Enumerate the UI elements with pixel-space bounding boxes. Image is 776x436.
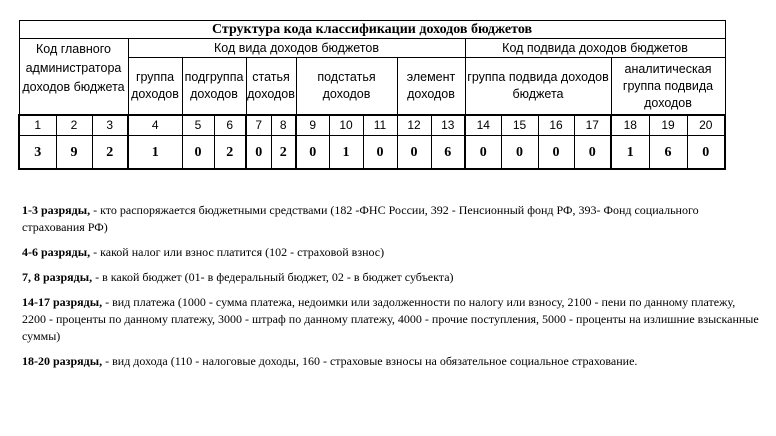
code-digit-cell: 3 xyxy=(19,136,56,170)
code-digit-cell: 2 xyxy=(214,136,246,170)
code-digit-cell: 1 xyxy=(611,136,649,170)
code-digit-cell: 2 xyxy=(92,136,128,170)
code-digit-cell: 0 xyxy=(397,136,431,170)
note-digit-range: 7, 8 разряды, xyxy=(22,270,93,284)
budget-classification-code-table xyxy=(18,20,726,170)
code-digit-cell: 0 xyxy=(296,136,329,170)
position-number-cell: 6 xyxy=(214,115,246,136)
position-number-cell: 4 xyxy=(128,115,182,136)
position-number-cell: 1 xyxy=(19,115,56,136)
code-digit-cell: 0 xyxy=(363,136,397,170)
position-number-row xyxy=(19,115,725,136)
analytic-group-header: аналитическая группа подвида доходов xyxy=(611,58,725,116)
code-digit-cell: 0 xyxy=(501,136,538,170)
code-digit-cell: 6 xyxy=(431,136,465,170)
note-digit-range: 4-6 разряды, xyxy=(22,245,91,259)
position-number-cell: 19 xyxy=(649,115,687,136)
position-number-cell: 8 xyxy=(271,115,296,136)
position-number-cell: 2 xyxy=(56,115,92,136)
position-number-cell: 5 xyxy=(182,115,214,136)
position-number-cell: 10 xyxy=(329,115,363,136)
income-group-header: группа доходов xyxy=(128,58,182,116)
subtype-group-header: группа подвида доходов бюджета xyxy=(465,58,611,116)
note-paragraph xyxy=(22,244,762,261)
code-digit-cell: 0 xyxy=(687,136,725,170)
code-digit-cell: 0 xyxy=(465,136,501,170)
income-article-header: статья доходов xyxy=(246,58,296,116)
code-digit-cell: 0 xyxy=(182,136,214,170)
code-digit-cell: 0 xyxy=(538,136,574,170)
code-explanation-notes xyxy=(22,202,762,378)
income-subarticle-header: подстатья доходов xyxy=(296,58,397,116)
position-number-cell: 17 xyxy=(574,115,611,136)
note-text: - в какой бюджет (01- в федеральный бюджет, 02 - в бюджет субъекта) xyxy=(92,270,454,284)
note-digit-range: 18-20 разряды, xyxy=(22,354,103,368)
position-number-cell: 16 xyxy=(538,115,574,136)
code-digit-cell: 0 xyxy=(246,136,271,170)
income-subgroup-header: подгруппа доходов xyxy=(182,58,246,116)
note-paragraph xyxy=(22,353,762,370)
position-number-cell: 20 xyxy=(687,115,725,136)
position-number-cell: 12 xyxy=(397,115,431,136)
income-element-header: элемент доходов xyxy=(397,58,465,116)
table-title: Структура кода классификации доходов бюджетов xyxy=(19,21,725,39)
code-digit-row xyxy=(19,136,725,170)
admin-code-header xyxy=(19,39,128,94)
note-paragraph xyxy=(22,269,762,286)
position-number-cell: 13 xyxy=(431,115,465,136)
code-digit-cell: 0 xyxy=(574,136,611,170)
position-number-cell: 3 xyxy=(92,115,128,136)
position-number-cell: 14 xyxy=(465,115,501,136)
income-subtype-code-header: Код подвида доходов бюджетов xyxy=(465,39,725,58)
position-number-cell: 11 xyxy=(363,115,397,136)
note-text: - вид дохода (110 - налоговые доходы, 160 - страховые взносы на обязательное социальное страхование. xyxy=(102,354,638,368)
note-digit-range: 1-3 разряды, xyxy=(22,203,91,217)
note-digit-range: 14-17 разряды, xyxy=(22,295,103,309)
position-number-cell: 15 xyxy=(501,115,538,136)
code-digit-cell: 1 xyxy=(128,136,182,170)
code-digit-cell: 9 xyxy=(56,136,92,170)
note-paragraph xyxy=(22,202,762,236)
position-number-cell: 7 xyxy=(246,115,271,136)
note-text: - какой налог или взнос платится (102 - страховой взнос) xyxy=(90,245,385,259)
note-text: - вид платежа (1000 - сумма платежа, недоимки или задолженности по налогу или взносу, 2100 - пени по данному платежу, 2200 - проценты по данному платежу, 3000 - штраф по данному платежу, 4000 - прочие поступления, 5000 - проценты на излишние взысканные суммы) xyxy=(22,295,759,343)
income-type-code-header: Код вида доходов бюджетов xyxy=(128,39,465,58)
note-paragraph xyxy=(22,294,762,345)
position-number-cell: 18 xyxy=(611,115,649,136)
code-digit-cell: 2 xyxy=(271,136,296,170)
note-text: - кто распоряжается бюджетными средствами (182 -ФНС России, 392 - Пенсионный фонд РФ, 393- Фонд социального страхования РФ) xyxy=(22,203,699,234)
admin-code-header-text: Код главного администратора доходов бюджета xyxy=(22,42,125,94)
code-digit-cell: 6 xyxy=(649,136,687,170)
code-digit-cell: 1 xyxy=(329,136,363,170)
position-number-cell: 9 xyxy=(296,115,329,136)
